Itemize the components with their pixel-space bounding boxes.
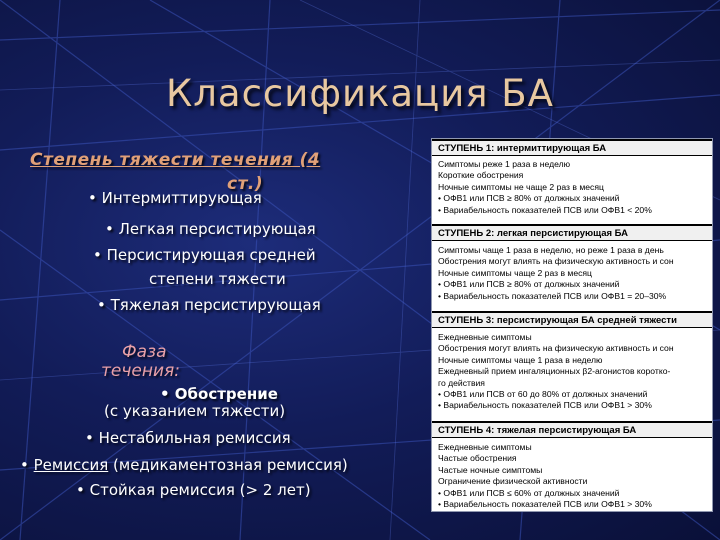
step-3-line: го действия — [438, 377, 485, 388]
phase-item-exacerbation: • Обострение — [160, 385, 278, 403]
step-2-title: СТУПЕНЬ 2: легкая персистирующая БА — [432, 224, 712, 241]
remission-link[interactable]: Ремиссия — [33, 456, 109, 474]
step-4-line: • Вариабельность показателей ПСВ или ОФВ1 > 30% — [438, 499, 652, 510]
step-3-line: • ОФВ1 или ПСВ от 60 до 80% от должных значений — [438, 389, 648, 400]
step-4-title: СТУПЕНЬ 4: тяжелая персистирующая БА — [432, 421, 712, 438]
slide-title: Классификация БА — [166, 72, 554, 115]
severity-heading-line1: Степень тяжести течения (4 — [30, 150, 321, 170]
step-2-line: Симптомы чаще 1 раза в неделю, но реже 1 раза в день — [438, 245, 664, 255]
step-3-line: Ночные симптомы чаще 1 раза в неделю — [438, 354, 603, 365]
severity-steps-table — [431, 138, 713, 512]
step-1-body — [432, 157, 712, 218]
severity-item-mild: • Легкая персистирующая — [105, 220, 316, 238]
step-1-line: • Вариабельность показателей ПСВ или ОФВ1 < 20% — [438, 204, 652, 215]
step-4-line: Частые обострения — [438, 453, 517, 464]
step-4-line: Ежедневные симптомы — [438, 442, 532, 452]
step-3-line: Ежедневные симптомы — [438, 332, 532, 342]
step-2-line: • Вариабельность показателей ПСВ или ОФВ1 = 20–30% — [438, 290, 667, 301]
step-1-line: • ОФВ1 или ПСВ ≥ 80% от должных значений — [438, 193, 620, 204]
severity-item-moderate-cont: степени тяжести — [149, 270, 286, 288]
step-2-line: Ночные симптомы чаще 2 раз в месяц — [438, 267, 592, 278]
phase-item-stable-remission: • Стойкая ремиссия (> 2 лет) — [76, 481, 311, 499]
phase-item-unstable-remission: • Нестабильная ремиссия — [85, 429, 291, 447]
step-2-line: Обострения могут влиять на физическую активность и сон — [438, 256, 674, 267]
step-3-line: Ежедневный прием ингаляционных β2-агонистов коротко- — [438, 366, 671, 377]
phase-heading-line2: течения: — [101, 361, 180, 381]
step-4-line: Ограничение физической активности — [438, 476, 588, 487]
severity-item-intermittent: • Интермиттирующая — [88, 189, 262, 207]
step-1-title: СТУПЕНЬ 1: интермиттирующая БА — [432, 139, 712, 156]
step-4-line: • ОФВ1 или ПСВ ≤ 60% от должных значений — [438, 487, 620, 498]
severity-heading — [30, 150, 321, 194]
phase-remission-bullet: • — [20, 456, 29, 474]
phase-item-exacerbation-note: (с указанием тяжести) — [104, 402, 286, 420]
severity-item-severe: • Тяжелая персистирующая — [97, 296, 321, 314]
step-3-line: Обострения могут влиять на физическую активность и сон — [438, 343, 674, 354]
severity-item-moderate: • Персистирующая средней — [93, 246, 316, 264]
step-4-line: Частые ночные симптомы — [438, 464, 543, 475]
phase-heading-line1: Фаза — [122, 342, 167, 362]
step-3-title: СТУПЕНЬ 3: персистирующая БА средней тяжести — [432, 311, 712, 328]
step-1-line: Ночные симптомы не чаще 2 раз в месяц — [438, 181, 604, 192]
step-1-line: Симптомы реже 1 раза в неделю — [438, 159, 571, 169]
step-3-line: • Вариабельность показателей ПСВ или ОФВ1 > 30% — [438, 400, 652, 411]
step-4-body — [432, 440, 712, 512]
severity-heading-line2: ст.) — [227, 174, 264, 194]
phase-heading — [101, 342, 180, 381]
phase-remission-note: (медикаментозная ремиссия) — [113, 456, 348, 474]
step-1-line: Короткие обострения — [438, 170, 524, 181]
phase-item-remission — [20, 456, 348, 474]
step-3-body — [432, 330, 712, 414]
step-2-line: • ОФВ1 или ПСВ ≥ 80% от должных значений — [438, 279, 620, 290]
step-2-body — [432, 243, 712, 304]
